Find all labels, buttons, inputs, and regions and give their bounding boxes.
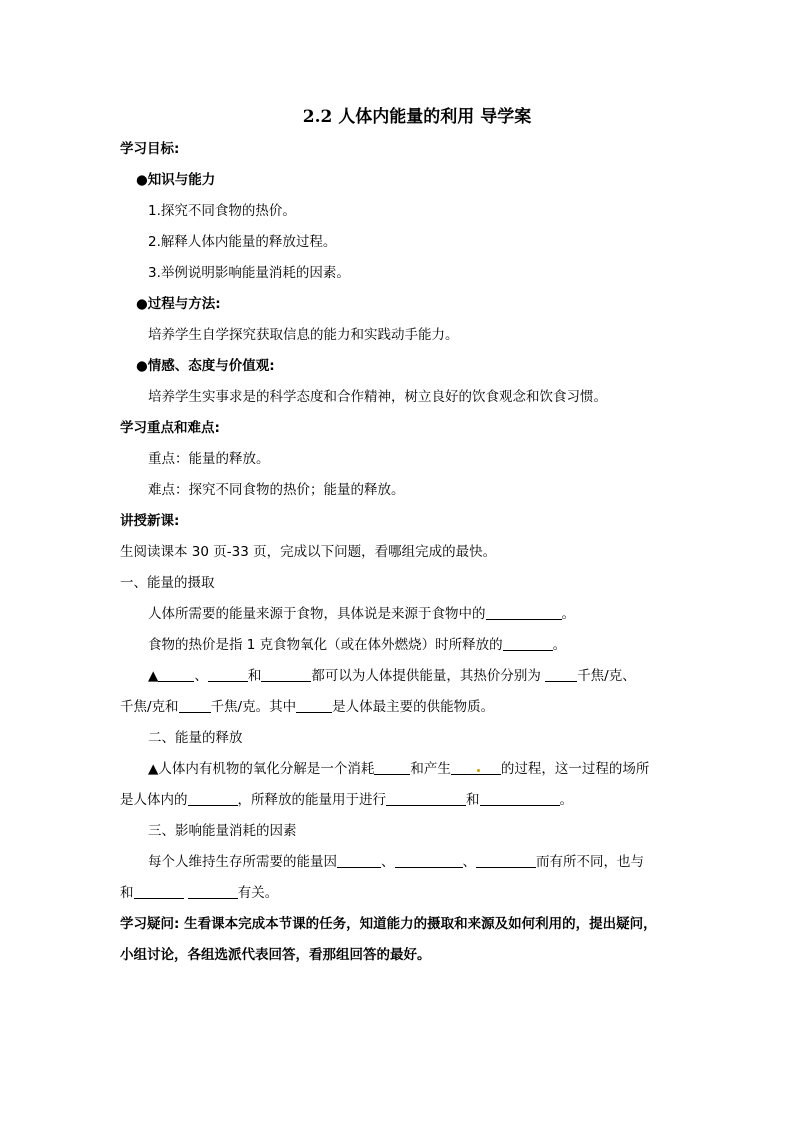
lesson-heading: 讲授新课: bbox=[120, 513, 180, 529]
answer-blank[interactable] bbox=[476, 853, 536, 868]
part3-question: 每个人维持生存所需要的能量因 、 、 而有所不同，也与 bbox=[148, 854, 644, 870]
part3-heading: 三、影响能量消耗的因素 bbox=[148, 823, 297, 839]
part1-heading: 一、能量的摄取 bbox=[120, 575, 215, 591]
emotion-heading: ●情感、态度与价值观: bbox=[136, 358, 275, 374]
lesson-intro: 生阅读课本 30 页-33 页，完成以下问题，看哪组完成的最快。 bbox=[120, 544, 497, 560]
part1-question-2: 食物的热价是指 1 克食物氧化（或在体外燃烧）时所释放的 。 bbox=[148, 637, 567, 653]
knowledge-heading: ●知识与能力 bbox=[136, 172, 216, 188]
answer-blank[interactable] bbox=[451, 760, 501, 775]
key-points-heading: 学习重点和难点: bbox=[120, 420, 220, 436]
process-heading: ●过程与方法: bbox=[136, 296, 221, 312]
key-point: 重点：能量的释放。 bbox=[148, 451, 270, 467]
study-question-line2: 小组讨论，各组选派代表回答，看那组回答的最好。 bbox=[120, 947, 431, 963]
part1-question-1: 人体所需要的能量来源于食物，具体说是来源于食物中的 。 bbox=[148, 606, 575, 622]
process-text: 培养学生自学探究获取信息的能力和实践动手能力。 bbox=[148, 327, 459, 343]
document-body bbox=[120, 104, 676, 971]
part3-question-cont: 和 有关。 bbox=[120, 885, 279, 901]
answer-blank[interactable] bbox=[480, 791, 560, 806]
answer-blank[interactable] bbox=[208, 667, 248, 682]
answer-blank[interactable] bbox=[158, 667, 194, 682]
knowledge-item: 1.探究不同食物的热价。 bbox=[148, 203, 296, 219]
knowledge-item: 2.解释人体内能量的释放过程。 bbox=[148, 234, 337, 250]
difficult-point: 难点：探究不同食物的热价；能量的释放。 bbox=[148, 482, 405, 498]
answer-blank[interactable] bbox=[134, 884, 184, 899]
answer-blank[interactable] bbox=[188, 791, 238, 806]
answer-blank[interactable] bbox=[188, 884, 238, 899]
answer-blank[interactable] bbox=[261, 667, 311, 682]
answer-blank[interactable] bbox=[503, 636, 553, 651]
answer-blank[interactable] bbox=[386, 791, 466, 806]
answer-blank[interactable] bbox=[374, 760, 410, 775]
answer-blank[interactable] bbox=[486, 605, 562, 620]
answer-blank[interactable] bbox=[296, 698, 332, 713]
part2-question-cont: 是人体内的 ，所释放的能量用于进行 和 。 bbox=[120, 792, 573, 808]
objectives-heading: 学习目标: bbox=[120, 141, 180, 157]
emotion-text: 培养学生实事求是的科学态度和合作精神，树立良好的饮食观念和饮食习惯。 bbox=[148, 389, 607, 405]
page-title: 2.2 人体内能量的利用 导学案 bbox=[302, 107, 532, 127]
answer-blank[interactable] bbox=[395, 853, 463, 868]
part1-question-3: ▲ 、 和 都可以为人体提供能量，其热价分别为 千焦/克、 bbox=[148, 668, 636, 684]
knowledge-item: 3.举例说明影响能量消耗的因素。 bbox=[148, 265, 350, 281]
answer-blank[interactable] bbox=[545, 667, 577, 682]
answer-blank[interactable] bbox=[337, 853, 381, 868]
answer-blank[interactable] bbox=[179, 698, 211, 713]
part2-question: ▲人体内有机物的氧化分解是一个消耗 和产生 的过程，这一过程的场所 bbox=[148, 761, 650, 777]
part1-question-3-cont: 千焦/克和 千焦/克。其中 是人体最主要的供能物质。 bbox=[120, 699, 495, 715]
part2-heading: 二、能量的释放 bbox=[148, 730, 243, 746]
study-question-line1: 学习疑问: 生看课本完成本节课的任务，知道能力的摄取和来源及如何利用的，提出疑问， bbox=[120, 916, 657, 932]
